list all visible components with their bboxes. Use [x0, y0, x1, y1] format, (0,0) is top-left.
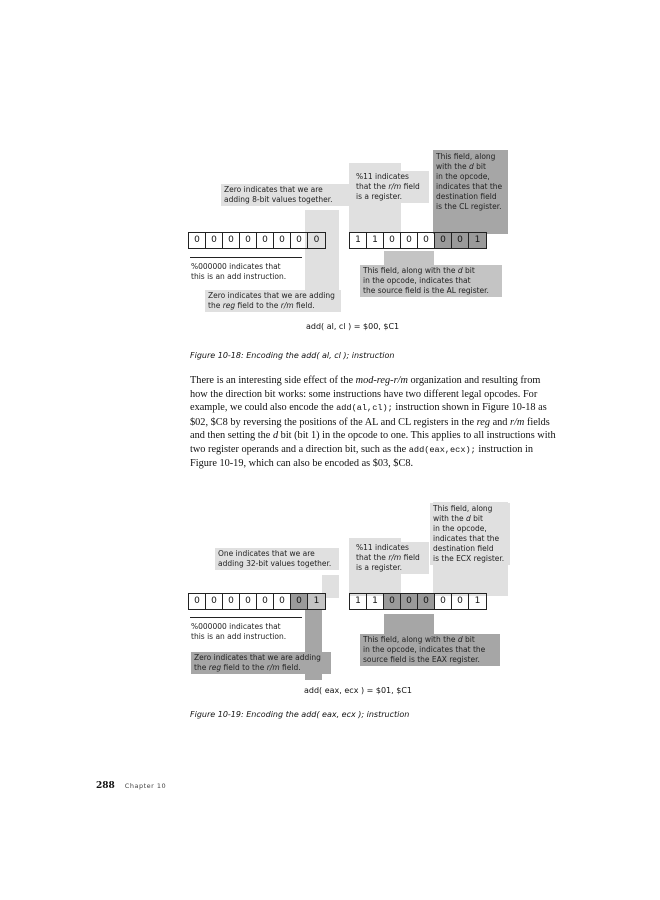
bit: 0 [291, 594, 308, 609]
bit: 0 [240, 233, 257, 248]
bit: 0 [435, 594, 452, 609]
source-field-shade [384, 251, 434, 265]
bit: 1 [469, 233, 486, 248]
note-direction-bit: Zero indicates that we are adding the reg field to the r/m field. [205, 290, 341, 312]
opcode-bits [188, 232, 326, 249]
bit: 0 [223, 233, 240, 248]
opcode-bits [188, 593, 326, 610]
bit: 1 [367, 233, 384, 248]
page-number: 288 [96, 781, 115, 791]
bit: 1 [308, 594, 325, 609]
bit: 0 [418, 594, 435, 609]
opcode-underline [190, 617, 302, 618]
encoding-equation: add( eax, ecx ) = $01, $C1 [304, 686, 412, 695]
note-source-field: This field, along with the d bit in the opcode, indicates that the source field is the EAX register. [360, 634, 500, 666]
chapter-label: Chapter 10 [124, 782, 167, 790]
note-direction-bit: Zero indicates that we are adding the reg field to the r/m field. [191, 652, 331, 674]
modrm-bits [349, 593, 487, 610]
bit: 0 [257, 594, 274, 609]
note-mod-field: %11 indicates that the r/m field is a register. [353, 171, 429, 203]
page-footer [96, 781, 166, 791]
bit: 0 [452, 233, 469, 248]
bit: 0 [206, 594, 223, 609]
bit: 0 [189, 233, 206, 248]
bit: 0 [274, 594, 291, 609]
bit: 1 [367, 594, 384, 609]
figure-caption: Figure 10-18: Encoding the add( al, cl ); instruction [190, 351, 395, 360]
modrm-bits [349, 232, 487, 249]
bit: 0 [313, 235, 320, 245]
bit: 1 [350, 594, 367, 609]
size-bit-shade [305, 210, 322, 298]
bit: 0 [401, 233, 418, 248]
bit: 0 [291, 233, 308, 248]
bit: 0 [401, 594, 418, 609]
bit: 1 [350, 233, 367, 248]
note-mod-field: %11 indicates that the r/m field is a register. [353, 542, 429, 574]
body-paragraph: There is an interesting side effect of the mod-reg-r/m organization and resulting from how the direction bit works: some instructions have two different legal opcodes. For example, we could also encode the add(al,cl); instruction shown in Figure 10-18 as $02, $C8 by reversing the positions of the AL and CL registers in the reg and r/m fields and then setting the d bit (bit 1) in the opcode to one. This applies to all instructions with two register operands and a direction bit, such as the add(eax,ecx); instruction in Figure 10-19, which can also be encoded as $03, $C8. [190, 375, 556, 469]
opcode-underline [190, 257, 302, 258]
bit: 0 [384, 233, 401, 248]
encoding-equation: add( al, cl ) = $00, $C1 [306, 322, 400, 331]
bit: 0 [240, 594, 257, 609]
note-source-field: This field, along with the d bit in the opcode, indicates that the source field is the AL register. [360, 265, 502, 297]
figure-caption: Figure 10-19: Encoding the add( eax, ecx ); instruction [190, 710, 410, 719]
bit: 0 [418, 233, 435, 248]
note-dest-field: This field, along with the d bit in the opcode, indicates that the destination field is the ECX register. [430, 503, 510, 565]
bit: 0 [452, 594, 469, 609]
bit: 0 [435, 233, 452, 248]
source-field-shade [384, 614, 434, 636]
bit: 0 [206, 233, 223, 248]
bit: 0 [257, 233, 274, 248]
note-opcode: %000000 indicates that this is an add instruction. [191, 262, 287, 281]
note-size-bit: One indicates that we are adding 32-bit values together. [215, 548, 339, 570]
bit: 0 [384, 594, 401, 609]
bit: 0 [223, 594, 240, 609]
note-dest-field: This field, along with the d bit in the opcode, indicates that the destination field is the CL register. [433, 151, 508, 213]
bit: 0 [274, 233, 291, 248]
bit: 0 [189, 594, 206, 609]
note-opcode: %000000 indicates that this is an add instruction. [191, 622, 287, 641]
note-size-bit: Zero indicates that we are adding 8-bit values together. [221, 184, 349, 206]
bit: 1 [474, 596, 481, 606]
